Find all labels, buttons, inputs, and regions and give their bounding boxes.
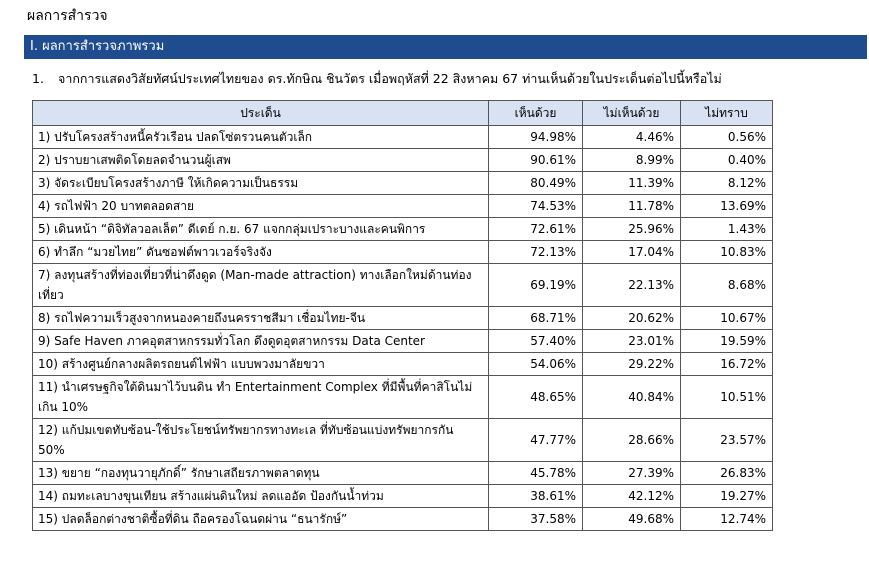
issue-cell: 1) ปรับโครงสร้างหนี้ครัวเรือน ปลดโซ่ตรวนคนตัวเล็ก <box>33 126 489 149</box>
disagree-cell: 4.46% <box>583 126 681 149</box>
results-table <box>32 100 773 531</box>
agree-cell: 80.49% <box>489 172 583 195</box>
header-unknown: ไม่ทราบ <box>681 101 773 126</box>
agree-cell: 69.19% <box>489 264 583 307</box>
issue-cell: 3) จัดระเบียบโครงสร้างภาษี ให้เกิดความเป็นธรรม <box>33 172 489 195</box>
unknown-cell: 1.43% <box>681 218 773 241</box>
issue-cell: 13) ขยาย “กองทุนวายุภักดิ์” รักษาเสถียรภาพตลาดทุน <box>33 462 489 485</box>
disagree-cell: 23.01% <box>583 330 681 353</box>
page-title: ผลการสำรวจ <box>27 8 108 24</box>
table-row <box>33 485 773 508</box>
header-issue: ประเด็น <box>33 101 489 126</box>
disagree-cell: 11.39% <box>583 172 681 195</box>
table-row <box>33 419 773 462</box>
table-row <box>33 462 773 485</box>
agree-cell: 45.78% <box>489 462 583 485</box>
unknown-cell: 12.74% <box>681 508 773 531</box>
unknown-cell: 8.12% <box>681 172 773 195</box>
issue-cell: 9) Safe Haven ภาคอุตสาหกรรมทั่วโลก ดึงดูดอุตสาหกรรม Data Center <box>33 330 489 353</box>
agree-cell: 90.61% <box>489 149 583 172</box>
unknown-cell: 8.68% <box>681 264 773 307</box>
disagree-cell: 28.66% <box>583 419 681 462</box>
header-agree: เห็นด้วย <box>489 101 583 126</box>
issue-cell: 5) เดินหน้า “ดิจิทัลวอลเล็ต” ดีเดย์ ก.ย. 67 แจกกลุ่มเปราะบางและคนพิการ <box>33 218 489 241</box>
table-row <box>33 376 773 419</box>
issue-cell: 14) ถมทะเลบางขุนเทียน สร้างแผ่นดินใหม่ ลดแออัด ป้องกันน้ำท่วม <box>33 485 489 508</box>
agree-cell: 38.61% <box>489 485 583 508</box>
disagree-cell: 42.12% <box>583 485 681 508</box>
issue-cell: 11) นำเศรษฐกิจใต้ดินมาไว้บนดิน ทำ Entertainment Complex ที่มีพื้นที่คาสิโนไม่เกิน 10% <box>33 376 489 419</box>
disagree-cell: 27.39% <box>583 462 681 485</box>
issue-cell: 15) ปลดล็อกต่างชาติซื้อที่ดิน ถือครองโฉนดผ่าน “ธนารักษ์” <box>33 508 489 531</box>
agree-cell: 72.61% <box>489 218 583 241</box>
agree-cell: 68.71% <box>489 307 583 330</box>
table-header-row <box>33 101 773 126</box>
table-row <box>33 307 773 330</box>
agree-cell: 48.65% <box>489 376 583 419</box>
issue-cell: 2) ปราบยาเสพติดโดยลดจำนวนผู้เสพ <box>33 149 489 172</box>
disagree-cell: 11.78% <box>583 195 681 218</box>
unknown-cell: 0.56% <box>681 126 773 149</box>
unknown-cell: 13.69% <box>681 195 773 218</box>
question-text: จากการแสดงวิสัยทัศน์ประเทศไทยของ ดร.ทักษิณ ชินวัตร เมื่อพฤหัสที่ 22 สิงหาคม 67 ท่านเห็นด้วยในประเด็นต่อไปนี้หรือไม่ <box>58 71 722 86</box>
table-row <box>33 330 773 353</box>
unknown-cell: 10.51% <box>681 376 773 419</box>
unknown-cell: 10.83% <box>681 241 773 264</box>
issue-cell: 4) รถไฟฟ้า 20 บาทตลอดสาย <box>33 195 489 218</box>
agree-cell: 74.53% <box>489 195 583 218</box>
agree-cell: 94.98% <box>489 126 583 149</box>
disagree-cell: 40.84% <box>583 376 681 419</box>
unknown-cell: 23.57% <box>681 419 773 462</box>
disagree-cell: 22.13% <box>583 264 681 307</box>
issue-cell: 7) ลงทุนสร้างที่ท่องเที่ยวที่น่าดึงดูด (Man-made attraction) ทางเลือกใหม่ด้านท่องเที่ยว <box>33 264 489 307</box>
agree-cell: 57.40% <box>489 330 583 353</box>
header-disagree: ไม่เห็นด้วย <box>583 101 681 126</box>
disagree-cell: 29.22% <box>583 353 681 376</box>
agree-cell: 54.06% <box>489 353 583 376</box>
disagree-cell: 8.99% <box>583 149 681 172</box>
table-row <box>33 126 773 149</box>
section-header-bar <box>24 35 867 59</box>
survey-question <box>32 69 862 89</box>
table-row <box>33 264 773 307</box>
question-number: 1. <box>32 71 44 86</box>
table-row <box>33 195 773 218</box>
agree-cell: 72.13% <box>489 241 583 264</box>
issue-cell: 12) แก้ปมเขตทับซ้อน-ใช้ประโยชน์ทรัพยากรทางทะเล ที่ทับซ้อนแบ่งทรัพยากรกัน 50% <box>33 419 489 462</box>
unknown-cell: 26.83% <box>681 462 773 485</box>
table-row <box>33 218 773 241</box>
table-row <box>33 241 773 264</box>
agree-cell: 47.77% <box>489 419 583 462</box>
table-row <box>33 172 773 195</box>
unknown-cell: 0.40% <box>681 149 773 172</box>
issue-cell: 8) รถไฟความเร็วสูงจากหนองคายถึงนครราชสีมา เชื่อมไทย-จีน <box>33 307 489 330</box>
disagree-cell: 20.62% <box>583 307 681 330</box>
agree-cell: 37.58% <box>489 508 583 531</box>
unknown-cell: 19.27% <box>681 485 773 508</box>
table-row <box>33 508 773 531</box>
table-row <box>33 353 773 376</box>
unknown-cell: 16.72% <box>681 353 773 376</box>
unknown-cell: 19.59% <box>681 330 773 353</box>
issue-cell: 6) ทำลึก “มวยไทย” ดันซอฟต์พาวเวอร์จริงจัง <box>33 241 489 264</box>
table-row <box>33 149 773 172</box>
unknown-cell: 10.67% <box>681 307 773 330</box>
issue-cell: 10) สร้างศูนย์กลางผลิตรถยนต์ไฟฟ้า แบบพวงมาลัยขวา <box>33 353 489 376</box>
section-title: I. ผลการสำรวจภาพรวม <box>30 39 165 54</box>
table-body <box>33 126 773 531</box>
disagree-cell: 17.04% <box>583 241 681 264</box>
disagree-cell: 25.96% <box>583 218 681 241</box>
disagree-cell: 49.68% <box>583 508 681 531</box>
